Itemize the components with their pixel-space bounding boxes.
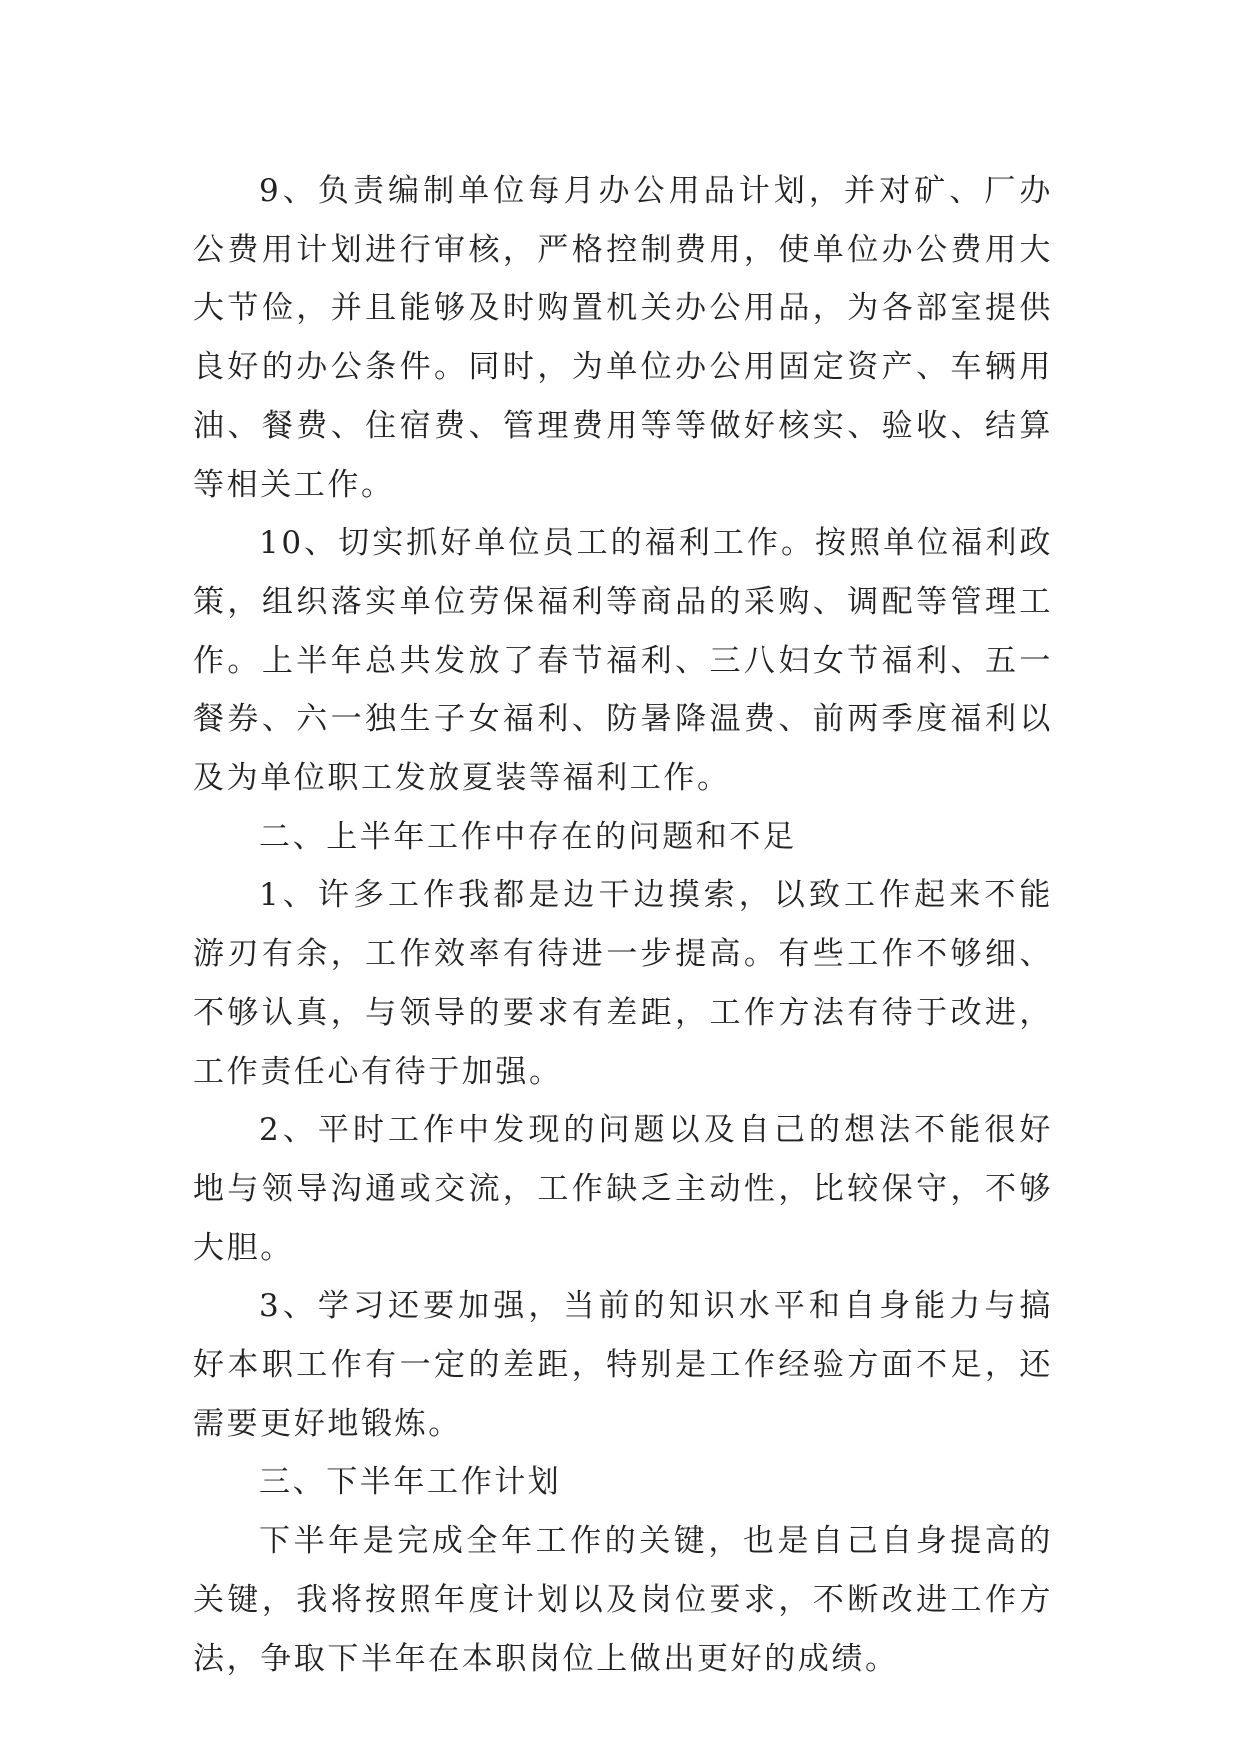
paragraph-problem-2: 2、平时工作中发现的问题以及自己的想法不能很好地与领导沟通或交流，工作缺乏主动性，比较保守，不够大胆。 bbox=[193, 1112, 1053, 1266]
paragraph-problem-3: 3、学习还要加强，当前的知识水平和自身能力与搞好本职工作有一定的差距，特别是工作经验方面不足，还需要更好地锻炼。 bbox=[193, 1288, 1053, 1442]
paragraph-item-9: 9、负责编制单位每月办公用品计划，并对矿、厂办公费用计划进行审核，严格控制费用，使单位办公费用大大节俭，并且能够及时购置机关办公用品，为各部室提供良好的办公条件。同时，为单位办公用固定资产、车辆用油、餐费、住宿费、管理费用等等做好核实、验收、结算等相关工作。 bbox=[193, 173, 1053, 503]
paragraph-problem-1: 1、许多工作我都是边干边摸索，以致工作起来不能游刃有余，工作效率有待进一步提高。有些工作不够细、不够认真，与领导的要求有差距，工作方法有待于改进，工作责任心有待于加强。 bbox=[193, 877, 1053, 1090]
paragraph-item-10: 10、切实抓好单位员工的福利工作。按照单位福利政策，组织落实单位劳保福利等商品的采购、调配等管理工作。上半年总共发放了春节福利、三八妇女节福利、五一餐券、六一独生子女福利、防暑降温费、前两季度福利以及为单位职工发放夏装等福利工作。 bbox=[193, 525, 1053, 797]
section-heading-plan: 三、下半年工作计划 bbox=[259, 1464, 562, 1501]
paragraph-plan: 下半年是完成全年工作的关键，也是自己自身提高的关键，我将按照年度计划以及岗位要求，不断改进工作方法，争取下半年在本职岗位上做出更好的成绩。 bbox=[193, 1523, 1053, 1677]
section-heading-problems: 二、上半年工作中存在的问题和不足 bbox=[259, 818, 797, 855]
document-body bbox=[193, 162, 1053, 1688]
